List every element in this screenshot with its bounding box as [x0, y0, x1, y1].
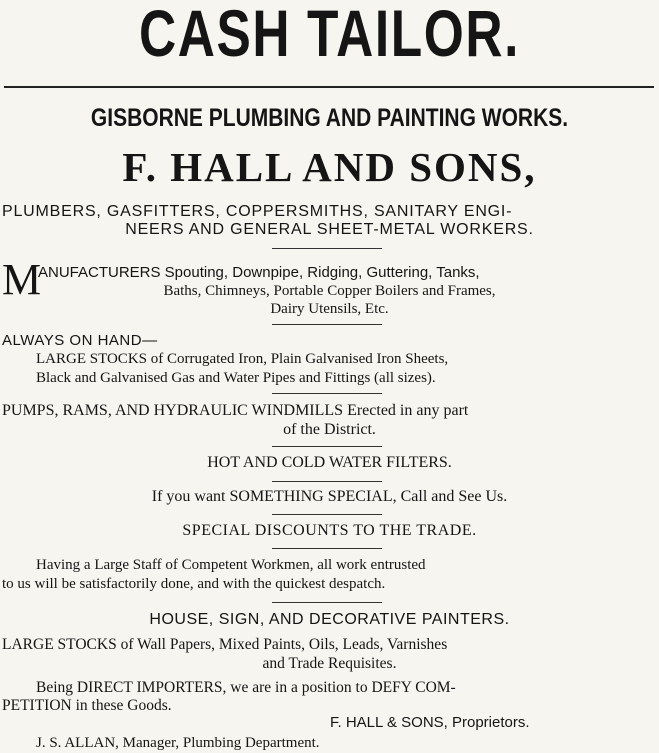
proprietors-line: F. HALL & SONS, Proprietors.	[330, 714, 530, 731]
pumps-line-1: PUMPS, RAMS, AND HYDRAULIC WINDMILLS Erected in any part	[2, 402, 469, 419]
divider	[272, 481, 382, 482]
stocks-line-2: and Trade Requisites.	[262, 655, 397, 672]
top-rule	[4, 86, 654, 88]
divider	[272, 446, 382, 447]
always-on-hand-heading: ALWAYS ON HAND—	[2, 332, 158, 349]
firm-name: F. HALL AND SONS,	[122, 144, 537, 190]
manufacturers-dropcap: M	[2, 255, 42, 304]
importers-line-1: Being DIRECT IMPORTERS, we are in a position to DEFY COM-	[36, 679, 456, 696]
trades-line-2: NEERS AND GENERAL SHEET-METAL WORKERS.	[125, 221, 534, 238]
trades-line-1: PLUMBERS, GASFITTERS, COPPERSMITHS, SANITARY ENGI-	[2, 203, 513, 220]
manufacturers-line-3: Dairy Utensils, Etc.	[270, 301, 389, 317]
masthead: CASH TAILOR.	[139, 0, 520, 70]
painters-line: HOUSE, SIGN, AND DECORATIVE PAINTERS.	[149, 611, 510, 628]
manager-line: J. S. ALLAN, Manager, Plumbing Department.	[36, 735, 320, 751]
divider	[272, 514, 382, 515]
stocks-line-1: LARGE STOCKS of Wall Papers, Mixed Paints, Oils, Leads, Varnishes	[2, 636, 448, 653]
discounts-line: SPECIAL DISCOUNTS TO THE TRADE.	[182, 522, 477, 539]
pumps-line-2: of the District.	[283, 421, 376, 438]
staff-line-2: to us will be satisfactorily done, and with the quickest despatch.	[2, 576, 386, 592]
divider	[272, 602, 382, 603]
works-title: GISBORNE PLUMBING AND PAINTING WORKS.	[90, 104, 569, 132]
manufacturers-line-2: Baths, Chimneys, Portable Copper Boilers and Frames,	[163, 283, 496, 299]
divider	[272, 324, 382, 325]
importers-line-2: PETITION in these Goods.	[2, 697, 172, 714]
divider	[272, 248, 382, 249]
manufacturers-line-1: ANUFACTURERS Spouting, Downpipe, Ridging, Guttering, Tanks,	[38, 264, 480, 281]
special-line: If you want SOMETHING SPECIAL, Call and See Us.	[151, 488, 508, 505]
always-on-hand-line-2: Black and Galvanised Gas and Water Pipes and Fittings (all sizes).	[36, 370, 436, 386]
staff-line-1: Having a Large Staff of Competent Workmen, all work entrusted	[36, 557, 426, 573]
divider	[272, 393, 382, 394]
filters-line: HOT AND COLD WATER FILTERS.	[207, 454, 452, 471]
divider	[272, 548, 382, 549]
always-on-hand-line-1: LARGE STOCKS of Corrugated Iron, Plain Galvanised Iron Sheets,	[36, 351, 449, 367]
